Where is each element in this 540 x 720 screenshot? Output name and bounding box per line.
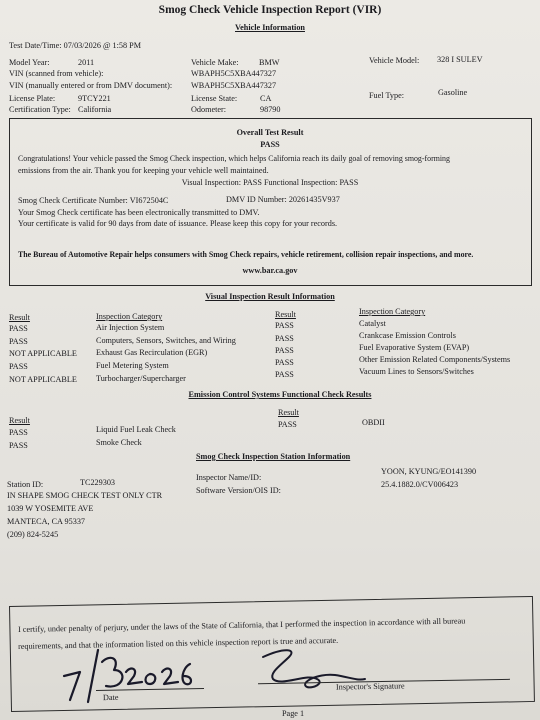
visual-right-category: Crankcase Emission Controls [359, 331, 456, 340]
vin-manual-value: WBAPH5C5XBA447327 [191, 81, 277, 90]
visual-right-category: Other Emission Related Components/Systems [359, 355, 511, 364]
functional-right-category: OBDII [362, 418, 385, 427]
congrats-line-2: emissions from the air. Thank you for keeping your vehicle well maintained. [18, 166, 269, 175]
model-year-label: Model Year: [9, 58, 50, 67]
software-label: Software Version/OIS ID: [196, 486, 281, 495]
visual-functional-summary: Visual Inspection: PASS Functional Inspection: PASS [181, 178, 359, 187]
software-value: 25.4.1882.0/CV006423 [381, 480, 459, 489]
signature-label: Inspector's Signature [335, 681, 405, 692]
vin-scanned-label: VIN (scanned from vehicle): [9, 69, 104, 78]
visual-inspection-heading: Visual Inspection Result Information [205, 292, 335, 301]
visual-category-header-left: Inspection Category [96, 312, 163, 321]
visual-result-header-left: Result [9, 313, 30, 322]
station-id-value: TC229303 [80, 478, 116, 487]
handwritten-date [58, 642, 198, 708]
functional-check-heading: Emission Control Systems Functional Check Results [188, 390, 372, 399]
inspector-value: YOON, KYUNG/EO141390 [381, 467, 477, 476]
visual-right-category: Vacuum Lines to Sensors/Switches [359, 367, 474, 376]
visual-result-header-right: Result [275, 310, 296, 319]
visual-left-result: NOT APPLICABLE [9, 375, 77, 384]
functional-right-result: PASS [278, 420, 297, 429]
visual-left-category: Turbocharger/Supercharger [96, 374, 186, 383]
date-label: Date [102, 692, 119, 703]
inspector-label: Inspector Name/ID: [196, 473, 262, 482]
page-number: Page 1 [282, 709, 305, 718]
visual-left-result: PASS [9, 337, 28, 346]
bureau-website: www.bar.ca.gov [242, 266, 298, 275]
validity-notice: Your certificate is valid for 90 days from date of issuance. Please keep this copy for your records. [18, 219, 338, 228]
report-title: Smog Check Vehicle Inspection Report (VIR) [158, 4, 382, 16]
functional-result-header-left: Result [9, 416, 30, 425]
model-year-value: 2011 [78, 58, 95, 67]
visual-left-result: PASS [9, 324, 28, 333]
visual-right-category: Fuel Evaporative System (EVAP) [359, 343, 470, 352]
certification-type-value: California [78, 105, 112, 114]
bureau-notice: The Bureau of Automotive Repair helps consumers with Smog Check repairs, vehicle retirement, collision repair inspections, and more. [18, 250, 474, 259]
transmitted-notice: Your Smog Check certificate has been electronically transmitted to DMV. [18, 208, 260, 217]
station-address-line-1: 1039 W YOSEMITE AVE [7, 504, 94, 513]
vehicle-info-heading: Vehicle Information [235, 23, 305, 32]
visual-category-header-right: Inspection Category [359, 307, 426, 316]
functional-left-result: PASS [9, 428, 28, 437]
vehicle-make-value: BMW [259, 58, 280, 67]
dmv-id-number: DMV ID Number: 20261435V937 [226, 195, 340, 204]
odometer-label: Odometer: [191, 105, 227, 114]
license-state-value: CA [260, 94, 272, 103]
visual-left-category: Fuel Metering System [96, 361, 169, 370]
functional-result-header-right: Result [278, 408, 299, 417]
visual-left-result: NOT APPLICABLE [9, 349, 77, 358]
visual-right-result: PASS [275, 358, 294, 367]
vehicle-make-label: Vehicle Make: [191, 58, 239, 67]
fuel-type-label: Fuel Type: [369, 91, 404, 100]
visual-right-category: Catalyst [359, 319, 386, 328]
visual-right-result: PASS [275, 346, 294, 355]
visual-left-category: Exhaust Gas Recirculation (EGR) [96, 348, 208, 357]
license-plate-label: License Plate: [9, 94, 56, 103]
fuel-type-value: Gasoline [438, 88, 468, 97]
functional-left-category: Liquid Fuel Leak Check [96, 425, 176, 434]
functional-left-result: PASS [9, 441, 28, 450]
certificate-number: Smog Check Certificate Number: VI672504C [18, 196, 169, 205]
certification-type-label: Certification Type: [9, 105, 71, 114]
functional-left-category: Smoke Check [96, 438, 142, 447]
test-date-time: Test Date/Time: 07/03/2026 @ 1:58 PM [9, 41, 141, 50]
vin-manual-label: VIN (manually entered or from DMV document): [9, 81, 173, 90]
visual-right-result: PASS [275, 334, 294, 343]
license-plate-value: 9TCY221 [78, 94, 111, 103]
station-address-line-2: MANTECA, CA 95337 [7, 517, 86, 526]
certification-statement-line-1: I certify, under penalty of perjury, under the laws of the State of California, that I performed the inspection in accordance with all bureau [18, 616, 466, 634]
station-name: IN SHAPE SMOG CHECK TEST ONLY CTR [7, 491, 163, 500]
congrats-line-1: Congratulations! Your vehicle passed the Smog Check inspection, which helps California reach its daily goal of removing smog-forming [18, 154, 450, 163]
visual-left-result: PASS [9, 362, 28, 371]
certification-statement-line-2: requirements, and that the information listed on this vehicle inspection report is true and accurate. [18, 635, 339, 651]
visual-right-result: PASS [275, 321, 294, 330]
station-info-heading: Smog Check Inspection Station Information [196, 452, 351, 461]
vehicle-model-value: 328 I SULEV [437, 55, 483, 64]
station-phone: (209) 824-5245 [7, 530, 59, 539]
license-state-label: License State: [191, 94, 238, 103]
vehicle-model-label: Vehicle Model: [369, 56, 420, 65]
odometer-value: 98790 [260, 105, 281, 114]
station-id-label: Station ID: [7, 480, 44, 489]
overall-result-value: PASS [260, 140, 280, 149]
overall-result-heading: Overall Test Result [236, 128, 304, 137]
visual-right-result: PASS [275, 370, 294, 379]
visual-left-category: Air Injection System [96, 323, 165, 332]
vin-scanned-value: WBAPH5C5XBA447327 [191, 69, 277, 78]
visual-left-category: Computers, Sensors, Switches, and Wiring [96, 336, 236, 345]
